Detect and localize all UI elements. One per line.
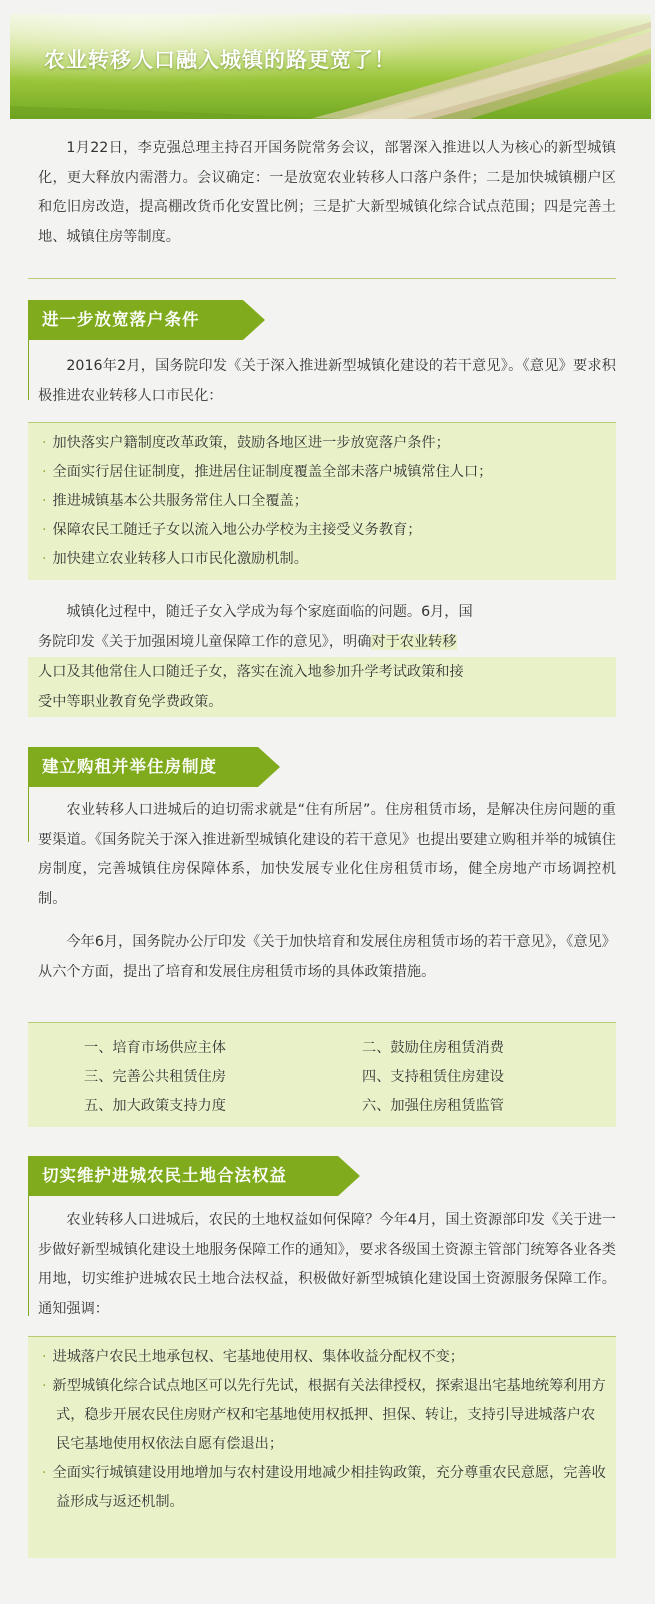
list-item: · 进城落户农民土地承包权、宅基地使用权、集体收益分配权不变；	[42, 1349, 464, 1365]
section3-paragraph-1: 农业转移人口进城后，农民的土地权益如何保障？今年4月，国土资源部印发《关于进一步做好新型城镇化建设土地服务保障工作的通知》，要求各级国土资源主管部门统筹各业各类用地，切实维护进城农民土地合法权益，积极做好新型城镇化建设国土资源服务保障工作。通知强调：	[38, 1212, 616, 1317]
section-line	[28, 1196, 29, 1316]
section-line	[28, 340, 29, 400]
measure-item: 三、完善公共租赁住房	[84, 1069, 226, 1085]
list-item: · 推进城镇基本公共服务常住人口全覆盖；	[42, 493, 308, 509]
section-header-2	[28, 747, 258, 787]
bullet-list	[28, 423, 616, 574]
divider	[28, 278, 616, 279]
highlight: 对于农业转移	[371, 633, 457, 650]
bullet-box-3	[28, 1336, 616, 1558]
measure-item: 六、加强住房租赁监管	[362, 1098, 504, 1114]
bullet-box-1	[28, 422, 616, 580]
section-title: 建立购租并举住房制度	[42, 757, 217, 776]
highlight-box: 人口及其他常住人口随迁子女，落实在流入地参加升学考试政策和接 受中等职业教育免学费政策。	[28, 657, 616, 717]
measures-box	[28, 1022, 616, 1127]
section-title: 进一步放宽落户条件	[42, 310, 200, 329]
list-item: · 全面实行居住证制度，推进居住证制度覆盖全部未落户城镇常住人口；	[42, 464, 493, 480]
list-item: · 全面实行城镇建设用地增加与农村建设用地减少相挂钩政策，充分尊重农民意愿，完善收益形成与返还机制。	[42, 1465, 606, 1510]
measure-item: 五、加大政策支持力度	[84, 1098, 226, 1114]
header-banner	[10, 14, 651, 119]
section-header-1	[28, 300, 243, 340]
section-header-3	[28, 1156, 338, 1196]
banner-title: 农业转移人口融入城镇的路更宽了！	[44, 48, 396, 72]
section-line	[28, 787, 29, 842]
list-item: · 加快建立农业转移人口市民化激励机制。	[42, 551, 308, 567]
section2-paragraph-1: 农业转移人口进城后的迫切需求就是“住有所居”。住房租赁市场，是解决住房问题的重要渠道。《国务院关于深入推进新型城镇化建设的若干意见》也提出要建立购租并举的城镇住房制度，完善城镇住房保障体系，加快发展专业化住房租赁市场，健全房地产市场调控机制。	[38, 802, 616, 907]
list-item: · 新型城镇化综合试点地区可以先行先试，根据有关法律授权，探索退出宅基地统筹利用方式，稳步开展农民住房财产权和宅基地使用权抵押、担保、转让，支持引导进城落户农民宅基地使用权依法自愿有偿退出；	[42, 1378, 606, 1452]
intro-paragraph: 1月22日，李克强总理主持召开国务院常务会议，部署深入推进以人为核心的新型城镇化，更大释放内需潜力。会议确定：一是放宽农业转移人口落户条件；二是加快城镇棚户区和危旧房改造，提高棚改货币化安置比例；三是扩大新型城镇化综合试点范围；四是完善土地、城镇住房等制度。	[38, 140, 616, 245]
section1-paragraph-1: 2016年2月，国务院印发《关于深入推进新型城镇化建设的若干意见》。《意见》要求积极推进农业转移人口市民化：	[38, 358, 616, 404]
list-item: · 加快落实户籍制度改革政策，鼓励各地区进一步放宽落户条件；	[42, 435, 450, 451]
bullet-list	[28, 1337, 616, 1517]
measure-item: 四、支持租赁住房建设	[362, 1069, 504, 1085]
measure-item: 二、鼓励住房租赁消费	[362, 1040, 504, 1056]
section-title: 切实维护进城农民土地合法权益	[42, 1166, 287, 1185]
list-item: · 保障农民工随迁子女以流入地公办学校为主接受义务教育；	[42, 522, 422, 538]
section1-paragraph-2: 城镇化过程中，随迁子女入学成为每个家庭面临的问题。6月，国 务院印发《关于加强困境儿童保障工作的意见》，明确对于农业转移	[38, 604, 473, 650]
section2-paragraph-2: 今年6月，国务院办公厅印发《关于加快培育和发展住房租赁市场的若干意见》，《意见》从六个方面，提出了培育和发展住房租赁市场的具体政策措施。	[38, 934, 616, 980]
measure-item: 一、培育市场供应主体	[84, 1040, 226, 1056]
